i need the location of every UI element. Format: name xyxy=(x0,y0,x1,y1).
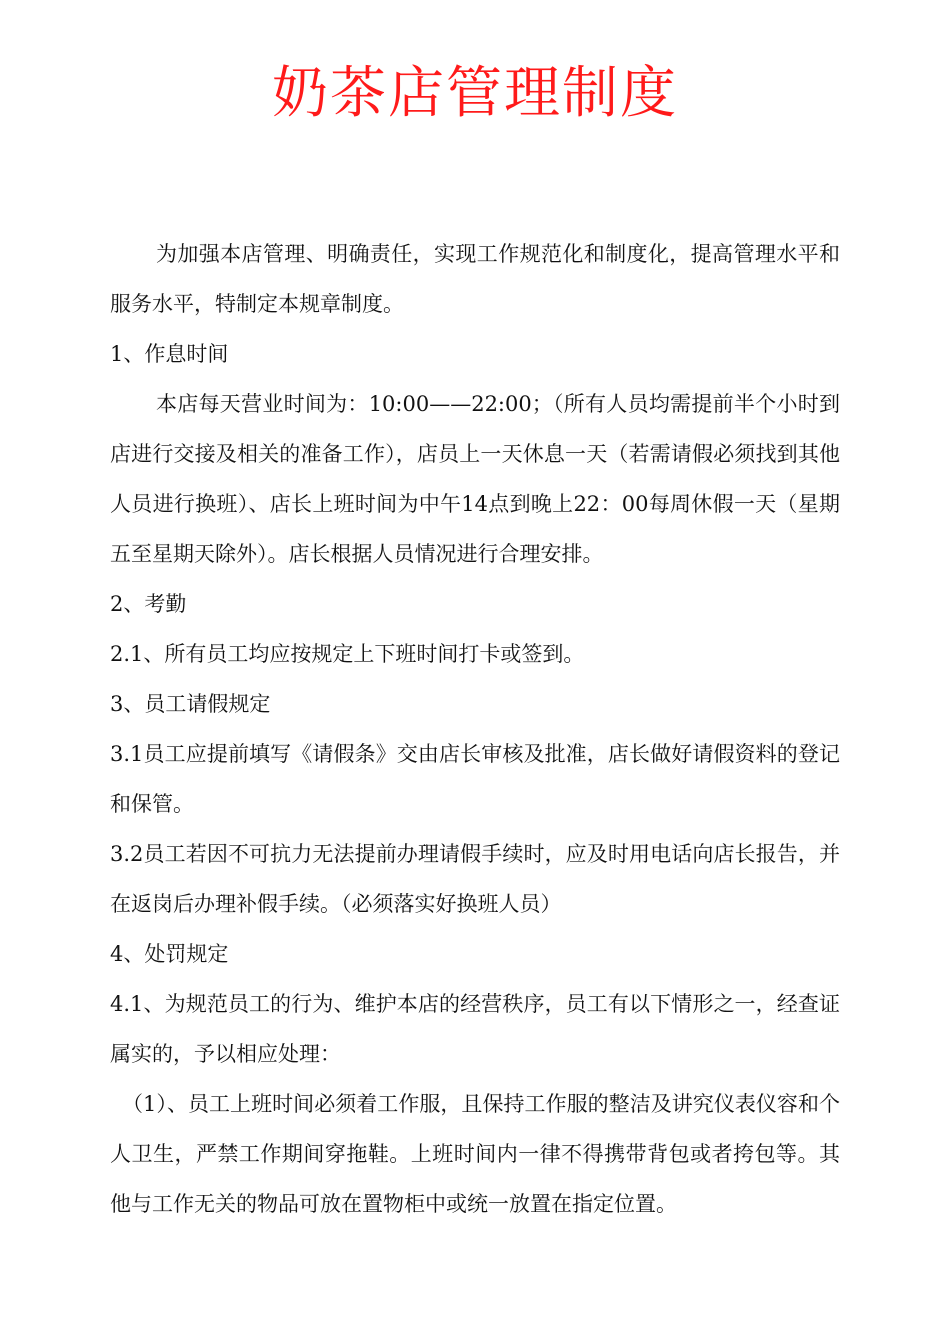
attendance-clause-2-1: 2.1、所有员工均应按规定上下班时间打卡或签到。 xyxy=(110,642,585,666)
schedule-paragraph: 本店每天营业时间为：10:00——22:00；（所有人员均需提前半个小时到店进行交接及相关的准备工作），店员上一天休息一天（若需请假必须找到其他人员进行换班）、店长上班时间为中午14点到晚上22：00每周休假一天（星期五至星期天除外）。店长根据人员情况进行合理安排。 xyxy=(110,392,840,566)
section-heading-attendance: 2、考勤 xyxy=(110,592,187,616)
penalty-item-1: （1）、员工上班时间必须着工作服，且保持工作服的整洁及讲究仪表仪容和个人卫生，严禁工作期间穿拖鞋。上班时间内一律不得携带背包或者挎包等。其他与工作无关的物品可放在置物柜中或统一放置在指定位置。 xyxy=(110,1092,840,1216)
penalty-clause-4-1: 4.1、为规范员工的行为、维护本店的经营秩序，员工有以下情形之一，经查证属实的，予以相应处理： xyxy=(110,992,840,1066)
intro-paragraph: 为加强本店管理、明确责任，实现工作规范化和制度化，提高管理水平和服务水平，特制定本规章制度。 xyxy=(110,242,840,316)
leave-clause-3-1: 3.1员工应提前填写《请假条》交由店长审核及批准，店长做好请假资料的登记和保管。 xyxy=(110,742,840,816)
document-title: 奶茶店管理制度 xyxy=(272,61,678,126)
leave-clause-3-2: 3.2员工若因不可抗力无法提前办理请假手续时，应及时用电话向店长报告，并在返岗后办理补假手续。（必须落实好换班人员） xyxy=(110,842,840,916)
document-body xyxy=(110,229,840,1229)
section-heading-schedule: 1、作息时间 xyxy=(110,342,229,366)
section-heading-leave: 3、员工请假规定 xyxy=(110,692,271,716)
section-heading-penalty: 4、处罚规定 xyxy=(110,942,229,966)
